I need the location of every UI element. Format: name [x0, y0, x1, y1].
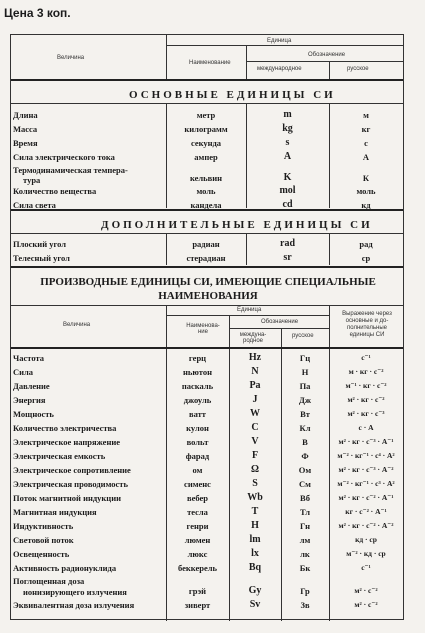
header3-unit: Единица	[237, 307, 262, 313]
symbol-international: N	[251, 366, 259, 377]
symbol-russian: Па	[299, 381, 311, 391]
quantity-name: Сила света	[13, 200, 56, 210]
symbol-international: K	[283, 172, 292, 183]
unit-name: зиверт	[184, 600, 211, 610]
symbol-international: J	[252, 394, 258, 405]
quantity-name: Сила электрического тока	[13, 152, 115, 162]
unit-name: сименс	[184, 479, 211, 489]
expression-si: м · кг · с⁻²	[348, 367, 384, 376]
unit-name: ньютон	[183, 367, 212, 377]
table-row	[11, 365, 405, 379]
quantity-name: Количество вещества	[13, 186, 97, 196]
symbol-russian: Тл	[299, 507, 310, 517]
symbol-international: m	[283, 109, 292, 120]
table-row	[11, 108, 405, 122]
table-row	[11, 164, 405, 184]
unit-name: секунда	[190, 138, 222, 148]
symbol-russian: Дж	[298, 395, 311, 405]
symbol-international: Sv	[249, 599, 261, 610]
symbol-russian: кг	[361, 124, 371, 134]
expression-si: м² · кг · с⁻²	[347, 395, 385, 404]
header3-designation: Обозначение	[261, 319, 299, 325]
symbol-russian: Кл	[299, 423, 311, 433]
table-row	[11, 237, 405, 251]
unit-name: стерадиан	[186, 253, 226, 263]
quantity-name: Давление	[13, 381, 50, 391]
symbol-russian: кд	[361, 200, 371, 210]
header3-expression: Выражение через основные и до- полнительные единицы СИ	[342, 311, 392, 338]
unit-name: тесла	[187, 507, 208, 517]
quantity-name: Длина	[13, 110, 38, 120]
symbol-russian: Гц	[299, 353, 311, 363]
symbol-russian: Ом	[298, 465, 312, 475]
section-title-derived-line2: НАИМЕНОВАНИЯ	[158, 290, 258, 302]
symbol-international: Gy	[248, 585, 262, 596]
expression-si: м² · с⁻²	[354, 586, 378, 595]
symbol-international: C	[251, 422, 259, 433]
symbol-international: s	[285, 137, 290, 148]
header3-international: междуна- родное	[239, 332, 267, 344]
symbol-russian: с	[364, 138, 368, 148]
unit-name: фарад	[185, 451, 210, 461]
quantity-name: Количество электричества	[13, 423, 117, 433]
header-unit: Единица	[267, 38, 292, 44]
quantity-name: Эквивалентная доза излучения	[13, 600, 135, 610]
symbol-russian: А	[362, 152, 370, 162]
expression-si: м⁻² · кг⁻¹ · с³ · А²	[337, 479, 395, 488]
unit-name: радиан	[192, 239, 220, 249]
symbol-international: T	[251, 506, 259, 517]
symbol-international: Pa	[249, 380, 261, 391]
header3-name: Наименова- ние	[186, 323, 220, 335]
table-row	[11, 251, 405, 265]
symbol-russian: См	[299, 479, 311, 489]
unit-name: ампер	[194, 152, 218, 162]
symbol-russian: В	[302, 437, 308, 447]
symbol-russian: Вт	[300, 409, 310, 419]
table-row	[11, 505, 405, 519]
table-row	[11, 184, 405, 198]
symbol-russian: рад	[359, 239, 373, 249]
table-row	[11, 547, 405, 561]
symbol-international: cd	[282, 199, 293, 210]
unit-name: моль	[196, 186, 216, 196]
table-row	[11, 393, 405, 407]
symbol-international: kg	[282, 123, 293, 134]
header3-quantity: Величина	[63, 322, 91, 328]
table-row	[11, 407, 405, 421]
unit-name: вебер	[186, 493, 208, 503]
section-title-supplementary-units: ДОПОЛНИТЕЛЬНЫЕ ЕДИНИЦЫ СИ	[101, 219, 373, 231]
quantity-name: Поток магнитной индукции	[13, 493, 122, 503]
table-row	[11, 491, 405, 505]
quantity-name: Мощность	[13, 409, 54, 419]
header-name: Наименование	[189, 60, 231, 66]
table-row	[11, 435, 405, 449]
unit-name: паскаль	[181, 381, 214, 391]
expression-si: м² · кг · с⁻³ · А⁻¹	[338, 437, 394, 446]
symbol-russian: Н	[301, 367, 309, 377]
symbol-russian: Гр	[300, 586, 310, 596]
quantity-name: Частота	[13, 353, 44, 363]
symbol-international: A	[283, 151, 292, 162]
unit-name: вольт	[186, 437, 209, 447]
quantity-name: Индуктивность	[13, 521, 74, 531]
quantity-name: Время	[13, 138, 38, 148]
quantity-name-cont: тура	[23, 175, 41, 185]
quantity-name: Масса	[13, 124, 38, 134]
quantity-name: Термодинамическая темпера-	[13, 165, 128, 175]
quantity-name: Телесный угол	[13, 253, 70, 263]
symbol-international: H	[251, 520, 259, 531]
unit-name: беккерель	[177, 563, 218, 573]
quantity-name-cont: ионизирующего излучения	[23, 587, 127, 597]
unit-name: метр	[196, 110, 216, 120]
table-row	[11, 351, 405, 365]
symbol-international: Hz	[248, 352, 262, 363]
unit-name: люмен	[184, 535, 211, 545]
table-row	[11, 533, 405, 547]
expression-si: м² · с⁻²	[354, 600, 378, 609]
quantity-name: Световой поток	[13, 535, 74, 545]
header-international: международное	[257, 66, 302, 72]
symbol-russian: лм	[299, 535, 311, 545]
quantity-name: Активность радионуклида	[13, 563, 117, 573]
unit-name: джоуль	[183, 395, 212, 405]
expression-si: кг · с⁻² · А⁻¹	[345, 507, 387, 516]
price-label: Цена 3 коп.	[4, 6, 71, 20]
expression-si: м⁻² · кд · ср	[346, 549, 386, 558]
expression-si: м² · кг · с⁻³ · А⁻²	[338, 465, 394, 474]
symbol-international: V	[251, 436, 259, 447]
symbol-russian: Гн	[300, 521, 310, 531]
table-row	[11, 421, 405, 435]
quantity-name: Сила	[13, 367, 34, 377]
symbol-russian: Бк	[299, 563, 311, 573]
table-row	[11, 379, 405, 393]
table-row	[11, 449, 405, 463]
symbol-russian: К	[362, 173, 370, 183]
symbol-international: Ω	[250, 464, 259, 475]
expression-si: м² · кг · с⁻² · А⁻²	[338, 521, 394, 530]
symbol-russian: Вб	[300, 493, 310, 503]
quantity-name: Магнитная индукция	[13, 507, 97, 517]
symbol-international: mol	[279, 185, 296, 196]
unit-name: кельвин	[189, 173, 223, 183]
unit-name: кандела	[190, 200, 222, 210]
expression-si: с · А	[358, 423, 374, 432]
header-designation: Обозначение	[308, 52, 346, 58]
table-row	[11, 463, 405, 477]
quantity-name: Электрическое сопротивление	[13, 465, 131, 475]
symbol-russian: Зв	[300, 600, 310, 610]
si-units-table	[10, 34, 404, 620]
symbol-russian: м	[363, 110, 369, 120]
symbol-international: lm	[249, 534, 261, 545]
symbol-international: sr	[283, 252, 292, 263]
quantity-name: Освещенность	[13, 549, 70, 559]
expression-si: с⁻¹	[361, 563, 371, 572]
table-row	[11, 519, 405, 533]
header3-russian: русское	[292, 333, 314, 339]
expression-si: м² · кг · с⁻² · А⁻¹	[338, 493, 394, 502]
unit-name: грэй	[188, 586, 207, 596]
unit-name: ом	[192, 465, 203, 475]
expression-si: м⁻¹ · кг · с⁻²	[345, 381, 387, 390]
unit-name: кулон	[186, 423, 209, 433]
symbol-international: F	[251, 450, 259, 461]
expression-si: м⁻² · кг⁻¹ · с⁴ · А²	[337, 451, 395, 460]
symbol-international: rad	[280, 238, 295, 249]
table-row	[11, 136, 405, 150]
symbol-russian: лк	[300, 549, 310, 559]
quantity-name: Электрическая проводимость	[13, 479, 128, 489]
quantity-name: Поглощенная доза	[13, 576, 85, 586]
expression-si: с⁻¹	[361, 353, 371, 362]
section-title-base-units: ОСНОВНЫЕ ЕДИНИЦЫ СИ	[129, 89, 336, 101]
table-row	[11, 150, 405, 164]
section-title-derived-line1: ПРОИЗВОДНЫЕ ЕДИНИЦЫ СИ, ИМЕЮЩИЕ СПЕЦИАЛЬНЫЕ	[40, 276, 376, 288]
symbol-international: Wb	[247, 492, 263, 503]
unit-name: герц	[188, 353, 207, 363]
table-row	[11, 597, 405, 613]
unit-name: люкс	[187, 549, 208, 559]
symbol-international: W	[250, 408, 260, 419]
quantity-name: Плоский угол	[13, 239, 67, 249]
unit-name: генри	[186, 521, 209, 531]
section-title-derived-units	[11, 275, 405, 303]
quantity-name: Электрическое напряжение	[13, 437, 121, 447]
symbol-russian: моль	[356, 186, 376, 196]
expression-si: м² · кг · с⁻³	[347, 409, 385, 418]
quantity-name: Электрическая емкость	[13, 451, 106, 461]
table-row	[11, 561, 405, 575]
table-row	[11, 575, 405, 597]
unit-name: килограмм	[184, 124, 228, 134]
table-row	[11, 477, 405, 491]
quantity-name: Энергия	[13, 395, 46, 405]
symbol-international: S	[252, 478, 258, 489]
symbol-international: lx	[251, 548, 259, 559]
unit-name: ватт	[189, 409, 206, 419]
expression-si: кд · ср	[355, 535, 377, 544]
header-russian: русское	[347, 66, 369, 72]
symbol-russian: Ф	[301, 451, 309, 461]
symbol-international: Bq	[248, 562, 262, 573]
symbol-russian: ср	[361, 253, 371, 263]
table-row	[11, 122, 405, 136]
header-quantity: Величина	[57, 55, 85, 61]
